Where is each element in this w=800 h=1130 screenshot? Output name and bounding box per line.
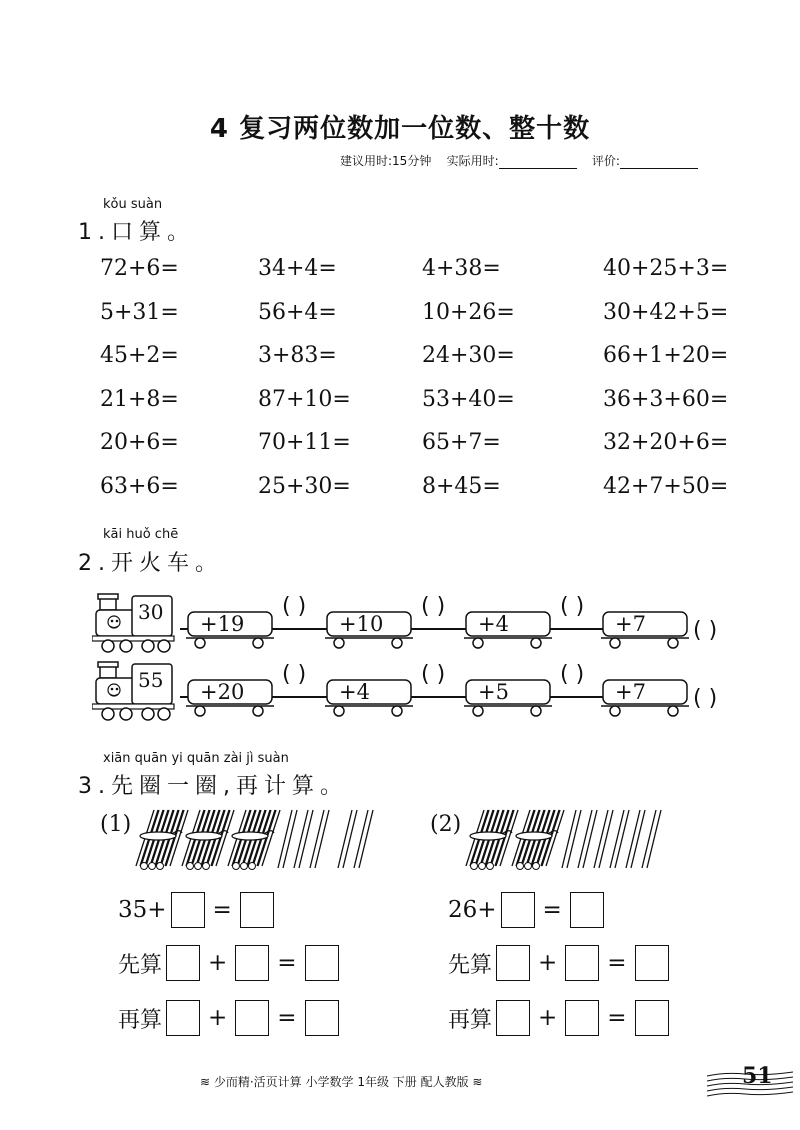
oral-calc-item: 53+40=: [422, 386, 515, 412]
answer-box[interactable]: [496, 945, 530, 981]
counting-sticks-illustration[interactable]: [132, 806, 422, 876]
plus-sign: +: [208, 1005, 228, 1031]
oral-calc-item: 24+30=: [422, 343, 515, 368]
oral-calc-item: 34+4=: [258, 256, 337, 281]
train-start-number: 30: [138, 600, 164, 624]
equation-row-main: [448, 892, 604, 928]
answer-box[interactable]: [496, 1000, 530, 1036]
q3-title: 3.先圈一圈,再计算。: [78, 774, 348, 799]
time-meta: [340, 152, 698, 169]
q1-pinyin: kǒu suàn: [103, 197, 163, 212]
oral-calc-item: 3+83=: [258, 343, 337, 368]
plus-sign: +: [538, 950, 558, 976]
oral-calc-item: 32+20+6=: [603, 430, 729, 455]
oral-calc-item: 56+4=: [258, 299, 337, 325]
answer-parentheses[interactable]: ( ): [421, 662, 446, 687]
suggested-time: 建议用时:15分钟: [340, 154, 432, 168]
oral-calc-item: 42+7+50=: [603, 473, 729, 499]
answer-box[interactable]: [635, 945, 669, 981]
equation-prefix: 先算: [448, 952, 493, 978]
equation-row-main: [118, 892, 274, 928]
answer-box[interactable]: [240, 892, 274, 928]
wagon-operation: +4: [339, 680, 370, 704]
plus-sign: +: [538, 1005, 558, 1031]
oral-calc-item: 10+26=: [422, 299, 515, 325]
answer-parentheses[interactable]: ( ): [282, 594, 307, 619]
oral-calc-item: 72+6=: [100, 256, 179, 281]
wagon-operation: +4: [478, 612, 509, 636]
plus-sign: +: [208, 950, 228, 976]
page-title: 4 复习两位数加一位数、整十数: [209, 114, 591, 144]
q1-title: 1.口算。: [78, 220, 195, 245]
equation-row-first: [448, 945, 669, 981]
equation-prefix: 再算: [118, 1007, 163, 1033]
equation-row-then: [448, 1000, 669, 1036]
page-number: 51: [742, 1063, 773, 1089]
q3-pinyin: xiān quān yi quān zài jì suàn: [103, 751, 289, 766]
answer-parentheses[interactable]: ( ): [693, 686, 718, 711]
q2-title: 2.开火车。: [78, 551, 223, 576]
subquestion-label: (1): [100, 812, 132, 837]
answer-box[interactable]: [171, 892, 205, 928]
oral-calc-item: 5+31=: [100, 299, 179, 325]
equals-sign: =: [607, 950, 627, 976]
equation-prefix: 26+: [448, 897, 497, 923]
actual-time-label: 实际用时:: [446, 154, 499, 168]
counting-sticks-illustration[interactable]: [462, 806, 752, 876]
oral-calc-item: 63+6=: [100, 473, 179, 499]
equation-row-then: [118, 1000, 339, 1036]
equals-sign: =: [607, 1005, 627, 1031]
wagon-operation: +7: [615, 612, 646, 636]
oral-calc-item: 21+8=: [100, 386, 179, 412]
wagon-operation: +5: [478, 680, 509, 704]
subquestion-label: (2): [430, 812, 462, 837]
wagon-operation: +20: [200, 680, 245, 704]
oral-calc-item: 66+1+20=: [603, 343, 729, 368]
oral-calc-item: 45+2=: [100, 343, 179, 368]
equation-row-first: [118, 945, 339, 981]
answer-parentheses[interactable]: ( ): [560, 594, 585, 619]
equals-sign: =: [212, 897, 232, 923]
answer-box[interactable]: [235, 945, 269, 981]
oral-calc-item: 87+10=: [258, 386, 351, 412]
answer-box[interactable]: [305, 1000, 339, 1036]
answer-parentheses[interactable]: ( ): [421, 594, 446, 619]
answer-box[interactable]: [565, 945, 599, 981]
equals-sign: =: [277, 1005, 297, 1031]
equation-prefix: 先算: [118, 952, 163, 978]
oral-calc-item: 4+38=: [422, 256, 501, 281]
equation-prefix: 35+: [118, 897, 167, 923]
answer-box[interactable]: [501, 892, 535, 928]
oral-calc-item: 8+45=: [422, 473, 501, 499]
oral-calc-item: 20+6=: [100, 430, 179, 455]
oral-calc-item: 40+25+3=: [603, 256, 729, 281]
oral-calc-item: 70+11=: [258, 430, 351, 455]
answer-box[interactable]: [570, 892, 604, 928]
answer-box[interactable]: [305, 945, 339, 981]
answer-box[interactable]: [635, 1000, 669, 1036]
answer-box[interactable]: [565, 1000, 599, 1036]
q2-pinyin: kāi huǒ chē: [103, 527, 179, 542]
answer-parentheses[interactable]: ( ): [693, 618, 718, 643]
footer-text: ≋ 少而精·活页计算 小学数学 1年级 下册 配人教版 ≋: [200, 1075, 483, 1089]
equation-prefix: 再算: [448, 1007, 493, 1033]
equals-sign: =: [277, 950, 297, 976]
answer-box[interactable]: [166, 945, 200, 981]
answer-box[interactable]: [235, 1000, 269, 1036]
actual-time-blank[interactable]: [499, 156, 577, 169]
train-start-number: 55: [138, 668, 164, 692]
rating-blank[interactable]: [620, 156, 698, 169]
rating-label: 评价:: [591, 154, 620, 168]
q1-grid: [100, 256, 780, 516]
answer-box[interactable]: [166, 1000, 200, 1036]
answer-parentheses[interactable]: ( ): [282, 662, 307, 687]
wagon-operation: +7: [615, 680, 646, 704]
oral-calc-item: 65+7=: [422, 430, 501, 455]
oral-calc-item: 36+3+60=: [603, 386, 729, 412]
equals-sign: =: [542, 897, 562, 923]
answer-parentheses[interactable]: ( ): [560, 662, 585, 687]
wagon-operation: +19: [200, 612, 245, 636]
oral-calc-item: 30+42+5=: [603, 299, 729, 325]
wagon-operation: +10: [339, 612, 384, 636]
oral-calc-item: 25+30=: [258, 473, 351, 499]
